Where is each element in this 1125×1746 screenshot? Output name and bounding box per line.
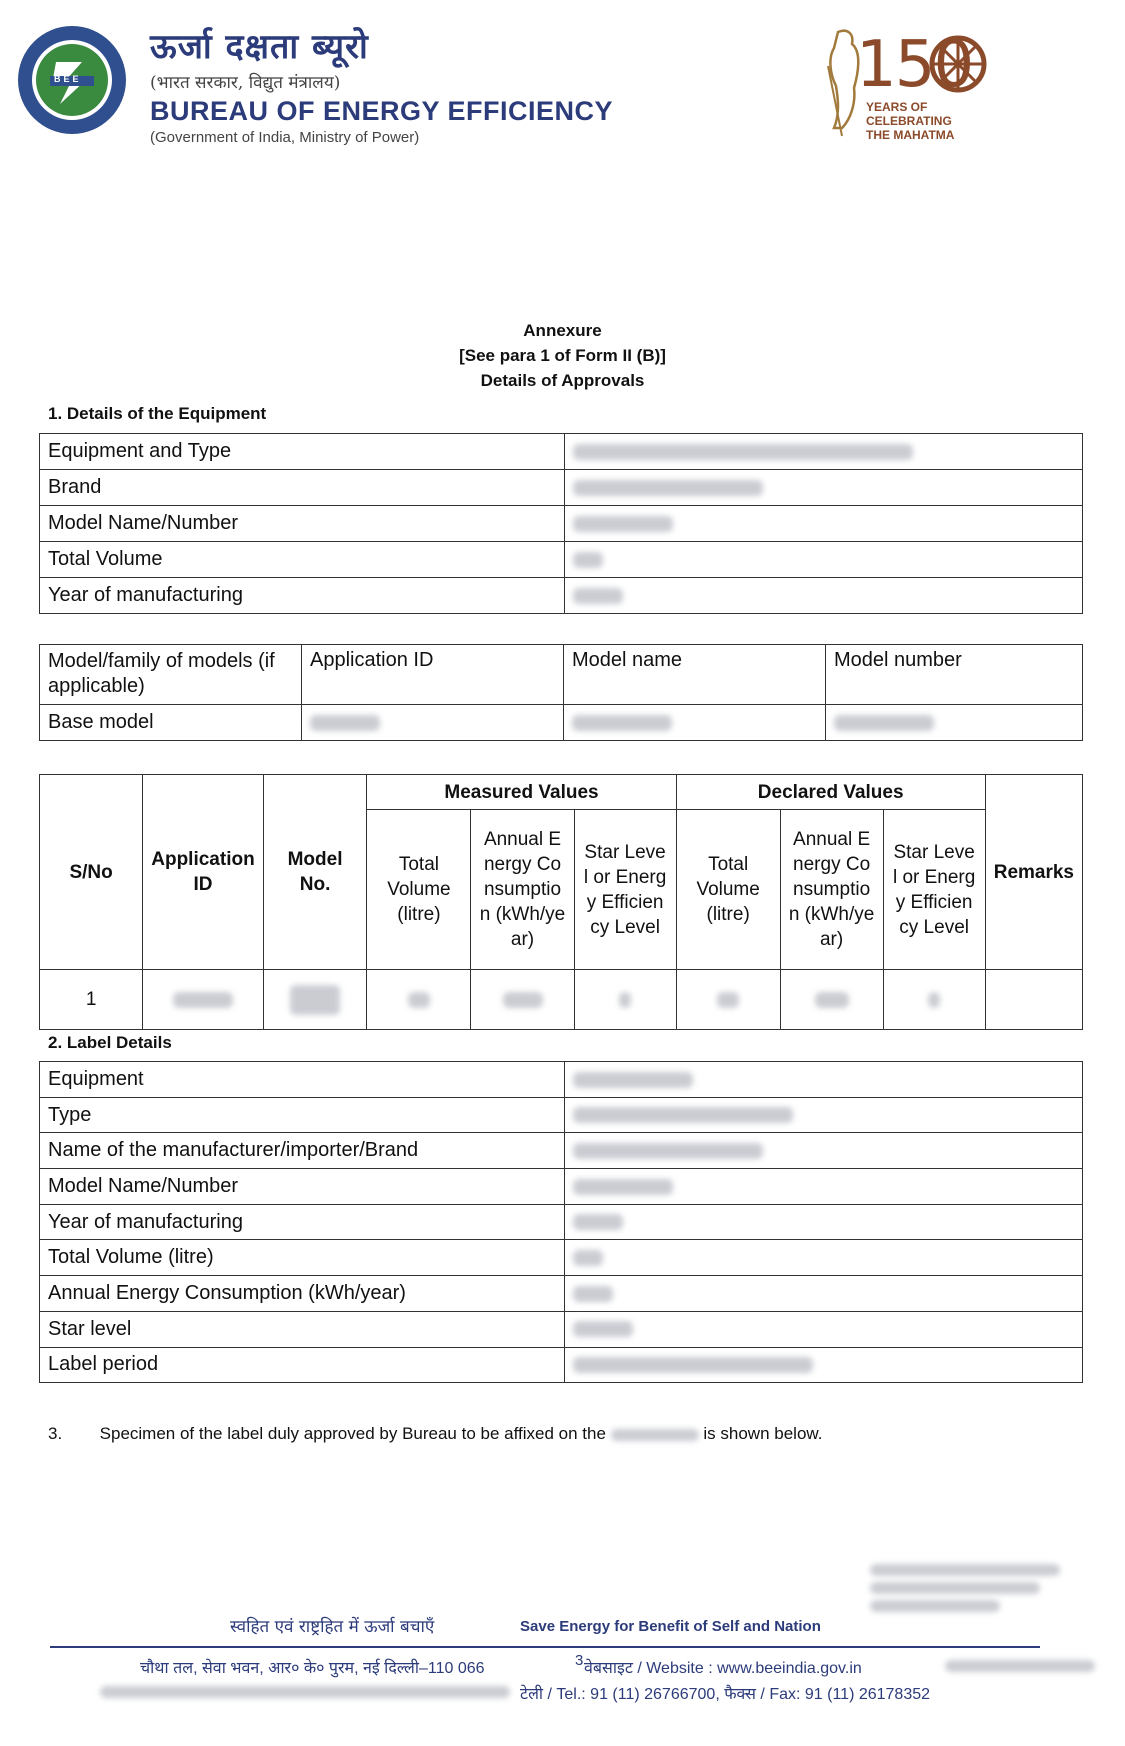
- section3-text-after: is shown below.: [703, 1424, 823, 1443]
- redacted-value: [826, 705, 1083, 741]
- footer-slogan-hindi: स्वहित एवं राष्ट्रहित में ऊर्जा बचाएँ: [230, 1617, 435, 1637]
- header-remarks: Remarks: [985, 775, 1082, 970]
- redacted-value: [302, 705, 564, 741]
- redacted-value: [143, 970, 263, 1030]
- models-table: [39, 644, 1083, 741]
- row-label: Model Name/Number: [40, 1169, 565, 1205]
- row-label: Equipment: [40, 1062, 565, 1098]
- table-row: [40, 470, 1083, 506]
- redacted-value: [780, 970, 883, 1030]
- redacted-value: [565, 1240, 1083, 1276]
- header-declared-annual-energy: Annual Energy Consumption (kWh/year): [780, 810, 883, 970]
- footer-page-number: 3: [575, 1652, 584, 1669]
- english-title: BUREAU OF ENERGY EFFICIENCY: [150, 96, 614, 126]
- doc-heading: [0, 318, 1125, 393]
- mahatma-150-logo: [820, 18, 990, 143]
- table-row: [40, 1311, 1083, 1347]
- remarks-cell: [985, 970, 1082, 1030]
- equipment-details-table: [39, 433, 1083, 614]
- header-application-id: Application ID: [302, 645, 564, 705]
- table-row: [40, 705, 1083, 741]
- redacted-value: [565, 1347, 1083, 1383]
- redacted-value: [263, 970, 367, 1030]
- header-model-number: Model number: [826, 645, 1083, 705]
- section2-title: 2. Label Details: [48, 1033, 172, 1052]
- redacted-value: [945, 1660, 1095, 1672]
- anniversary-line1: YEARS OF: [866, 100, 928, 114]
- header-declared-star-level: Star Level or Energy Efficiency Level: [883, 810, 985, 970]
- header-sno: S/No: [40, 775, 143, 970]
- heading-see-para: [See para 1 of Form II (B)]: [459, 346, 666, 365]
- row-label: Total Volume (litre): [40, 1240, 565, 1276]
- english-subtitle: (Government of India, Ministry of Power): [150, 129, 420, 146]
- row-sno: 1: [40, 970, 143, 1030]
- header-measured-values: Measured Values: [367, 775, 676, 810]
- row-label: Star level: [40, 1311, 565, 1347]
- redacted-value: [565, 578, 1083, 614]
- header-declared-total-volume: Total Volume (litre): [676, 810, 780, 970]
- heading-details-approvals: Details of Approvals: [480, 371, 645, 390]
- table-row: [40, 1133, 1083, 1169]
- row-label: Annual Energy Consumption (kWh/year): [40, 1276, 565, 1312]
- footer-divider: [50, 1646, 1040, 1648]
- base-model-label: Base model: [40, 705, 302, 741]
- section3-number: 3.: [48, 1424, 63, 1443]
- table-row: [40, 1062, 1083, 1098]
- section3-paragraph: [48, 1424, 822, 1444]
- redacted-value: [565, 1097, 1083, 1133]
- section1-title: 1. Details of the Equipment: [48, 404, 267, 423]
- row-label: Type: [40, 1097, 565, 1133]
- row-label: Model Name/Number: [40, 506, 565, 542]
- redacted-value: [565, 1204, 1083, 1240]
- hindi-title: ऊर्जा दक्षता ब्यूरो: [150, 27, 369, 67]
- row-label: Year of manufacturing: [40, 1204, 565, 1240]
- table-row: [40, 434, 1083, 470]
- footer-address-hindi: चौथा तल, सेवा भवन, आर० के० पुरम, नई दिल्ली–110 066: [140, 1660, 485, 1677]
- table-row: [40, 1204, 1083, 1240]
- redacted-value: [565, 1276, 1083, 1312]
- redacted-value: [564, 705, 826, 741]
- header-measured-annual-energy: Annual Energy Consumption (kWh/year): [471, 810, 574, 970]
- redacted-value: [565, 1133, 1083, 1169]
- redacted-value: [565, 434, 1083, 470]
- redacted-value: [611, 1429, 699, 1441]
- footer-slogan-english: Save Energy for Benefit of Self and Nation: [520, 1618, 821, 1635]
- header-model-no: Model No.: [263, 775, 367, 970]
- footer-phone-fax: टेली / Tel.: 91 (11) 26766700, फैक्स / Fax: 91 (11) 26178352: [520, 1686, 931, 1703]
- table-row: [40, 970, 1083, 1030]
- signature-block: [870, 1564, 1070, 1624]
- values-table: [39, 774, 1083, 1030]
- row-label: Year of manufacturing: [40, 578, 565, 614]
- header-declared-values: Declared Values: [676, 775, 985, 810]
- header-measured-star-level: Star Level or Energy Efficiency Level: [574, 810, 676, 970]
- table-row: [40, 1169, 1083, 1205]
- table-row: [40, 542, 1083, 578]
- header-application-id: Application ID: [143, 775, 263, 970]
- anniversary-line3: THE MAHATMA: [866, 128, 955, 142]
- row-label: Label period: [40, 1347, 565, 1383]
- bee-logo: [16, 24, 128, 136]
- anniversary-line2: CELEBRATING: [866, 114, 952, 128]
- bee-logo-text: BEE: [54, 74, 82, 84]
- redacted-value: [676, 970, 780, 1030]
- footer-website: वेबसाइट / Website : www.beeindia.gov.in: [584, 1660, 862, 1677]
- header-model-family: Model/family of models (if applicable): [40, 645, 302, 705]
- table-row: [40, 578, 1083, 614]
- row-label: Brand: [40, 470, 565, 506]
- label-details-table: [39, 1061, 1083, 1383]
- redacted-value: [471, 970, 574, 1030]
- row-label: Total Volume: [40, 542, 565, 578]
- redacted-value: [565, 542, 1083, 578]
- header-measured-total-volume: Total Volume (litre): [367, 810, 471, 970]
- redacted-value: [883, 970, 985, 1030]
- table-row: [40, 1276, 1083, 1312]
- table-row: [40, 645, 1083, 705]
- redacted-value: [565, 1062, 1083, 1098]
- redacted-value: [367, 970, 471, 1030]
- header-model-name: Model name: [564, 645, 826, 705]
- table-row: [40, 775, 1083, 810]
- table-row: [40, 1240, 1083, 1276]
- table-row: [40, 1097, 1083, 1133]
- redacted-value: [565, 1311, 1083, 1347]
- row-label: Equipment and Type: [40, 434, 565, 470]
- redacted-value: [574, 970, 676, 1030]
- table-row: [40, 506, 1083, 542]
- heading-annexure: Annexure: [523, 321, 602, 340]
- hindi-subtitle: (भारत सरकार, विद्युत मंत्रालय): [150, 73, 341, 93]
- anniversary-number: 150: [856, 28, 973, 102]
- redacted-value: [565, 1169, 1083, 1205]
- redacted-value: [100, 1686, 510, 1698]
- row-label: Name of the manufacturer/importer/Brand: [40, 1133, 565, 1169]
- table-row: [40, 1347, 1083, 1383]
- section3-text-before: Specimen of the label duly approved by Bureau to be affixed on the: [99, 1424, 606, 1443]
- redacted-value: [565, 470, 1083, 506]
- redacted-value: [565, 506, 1083, 542]
